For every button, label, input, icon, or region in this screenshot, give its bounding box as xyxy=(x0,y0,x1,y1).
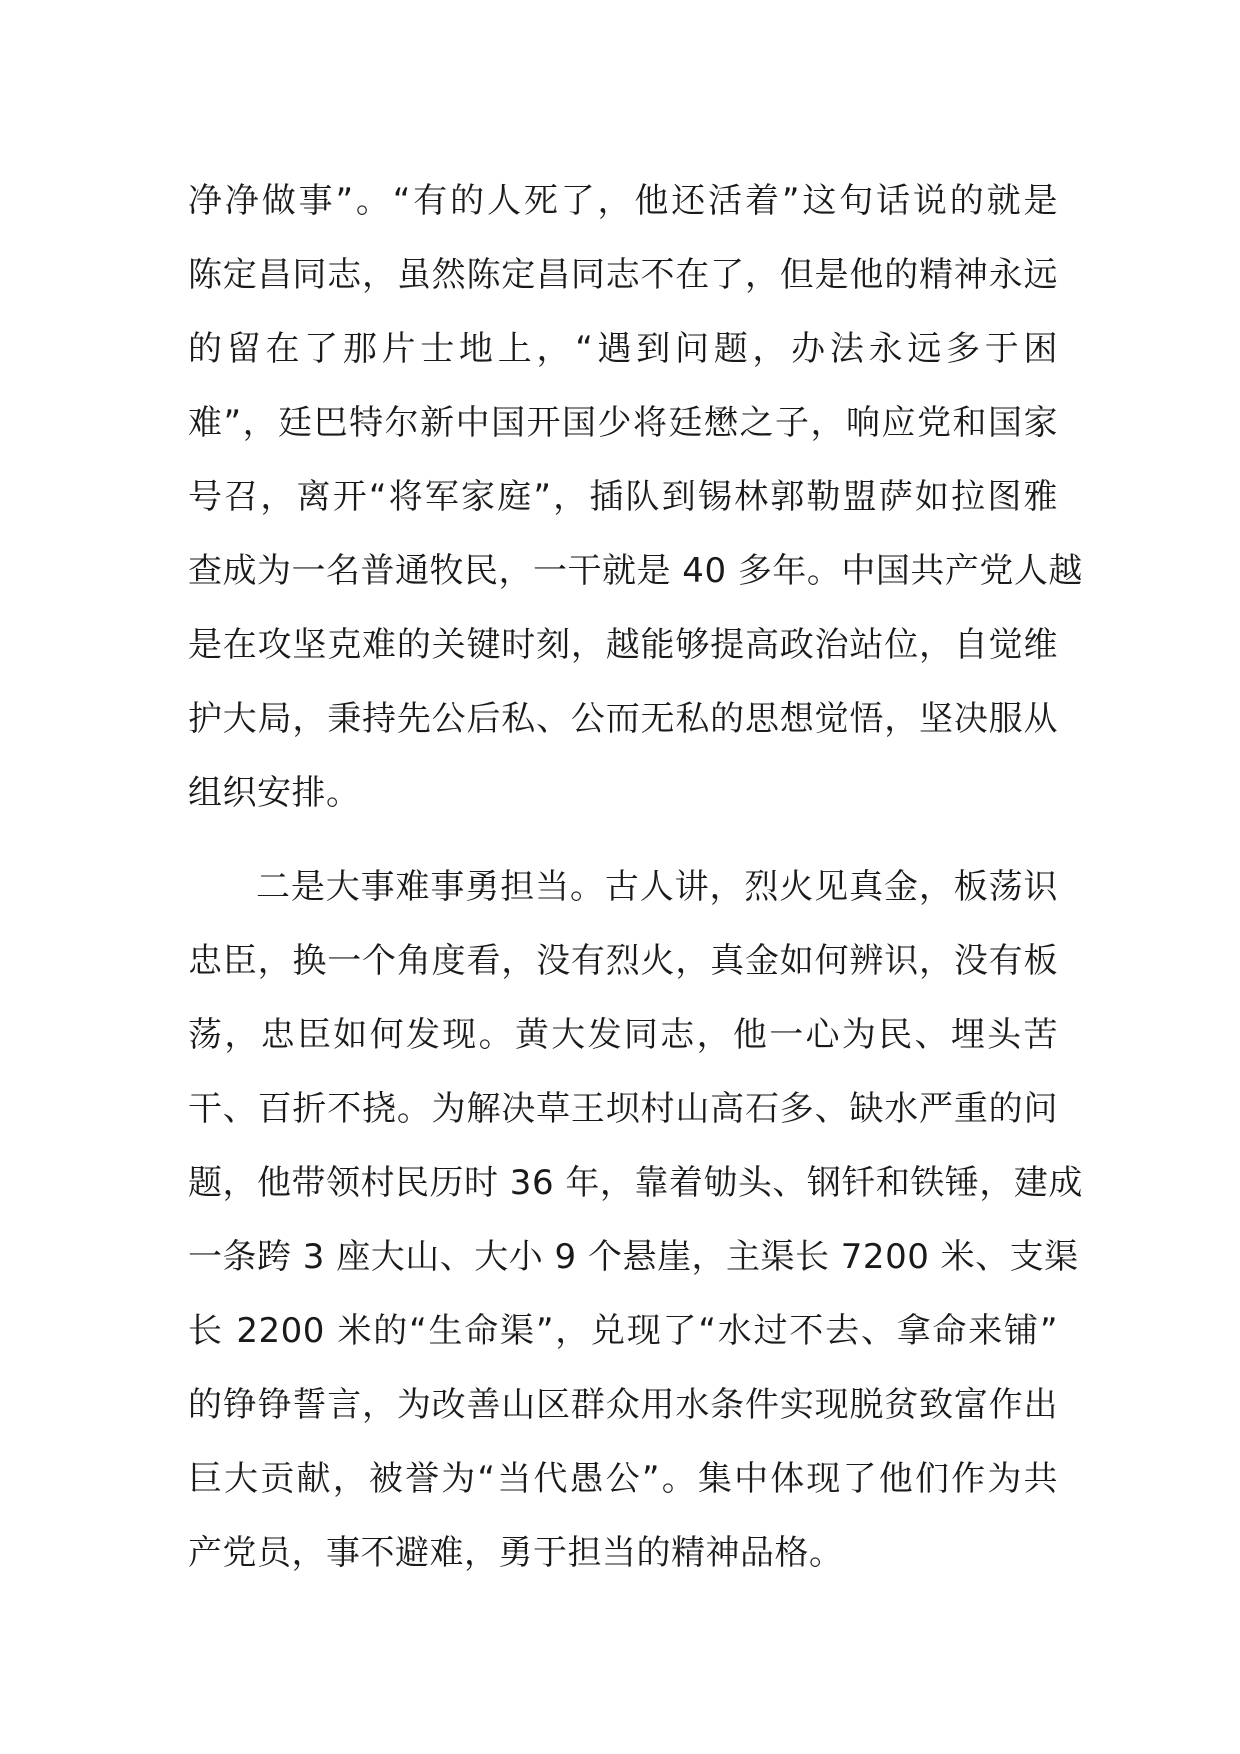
text-line: 净净做事”。“有的人死了，他还活着”这句话说的就是 xyxy=(188,181,1058,221)
paragraph-1 xyxy=(188,164,1083,830)
text-line: 查成为一名普通牧民，一干就是 40 多年。中国共产党人越 xyxy=(188,551,1083,591)
text-line: 巨大贡献，被誉为“当代愚公”。集中体现了他们作为共 xyxy=(188,1459,1058,1499)
text-line: 号召，离开“将军家庭”，插队到锡林郭勒盟萨如拉图雅 xyxy=(188,477,1058,517)
text-line: 难”，廷巴特尔新中国开国少将廷懋之子，响应党和国家 xyxy=(188,403,1058,443)
text-line: 护大局，秉持先公后私、公而无私的思想觉悟，坚决服从 xyxy=(188,699,1058,739)
text-line: 忠臣，换一个角度看，没有烈火，真金如何辨识，没有板 xyxy=(188,941,1058,981)
text-line: 的留在了那片士地上，“遇到问题，办法永远多于困 xyxy=(188,329,1058,369)
text-line: 题，他带领村民历时 36 年，靠着劬头、钢钎和铁锤，建成 xyxy=(188,1163,1083,1203)
text-line: 陈定昌同志，虽然陈定昌同志不在了，但是他的精神永远 xyxy=(188,255,1058,295)
text-line: 干、百折不挠。为解决草王坝村山高石多、缺水严重的问 xyxy=(188,1089,1058,1129)
text-line: 产党员，事不避难，勇于担当的精神品格。 xyxy=(188,1533,844,1573)
text-line: 二是大事难事勇担当。古人讲，烈火见真金，板荡识 xyxy=(256,867,1058,907)
text-line: 一条跨 3 座大山、大小 9 个悬崖，主渠长 7200 米、支渠 xyxy=(188,1237,1079,1277)
text-line: 长 2200 米的“生命渠”，兑现了“水过不去、拿命来铺” xyxy=(188,1311,1058,1351)
text-line: 的铮铮誓言，为改善山区群众用水条件实现脱贫致富作出 xyxy=(188,1385,1058,1425)
text-line: 是在攻坚克难的关键时刻，越能够提高政治站位，自觉维 xyxy=(188,625,1058,665)
paragraph-2 xyxy=(188,850,1083,1590)
body-text xyxy=(188,164,1083,1590)
text-line: 荡，忠臣如何发现。黄大发同志，他一心为民、埋头苦 xyxy=(188,1015,1058,1055)
paragraph-spacer xyxy=(188,830,1058,850)
text-line: 组织安排。 xyxy=(188,773,361,813)
